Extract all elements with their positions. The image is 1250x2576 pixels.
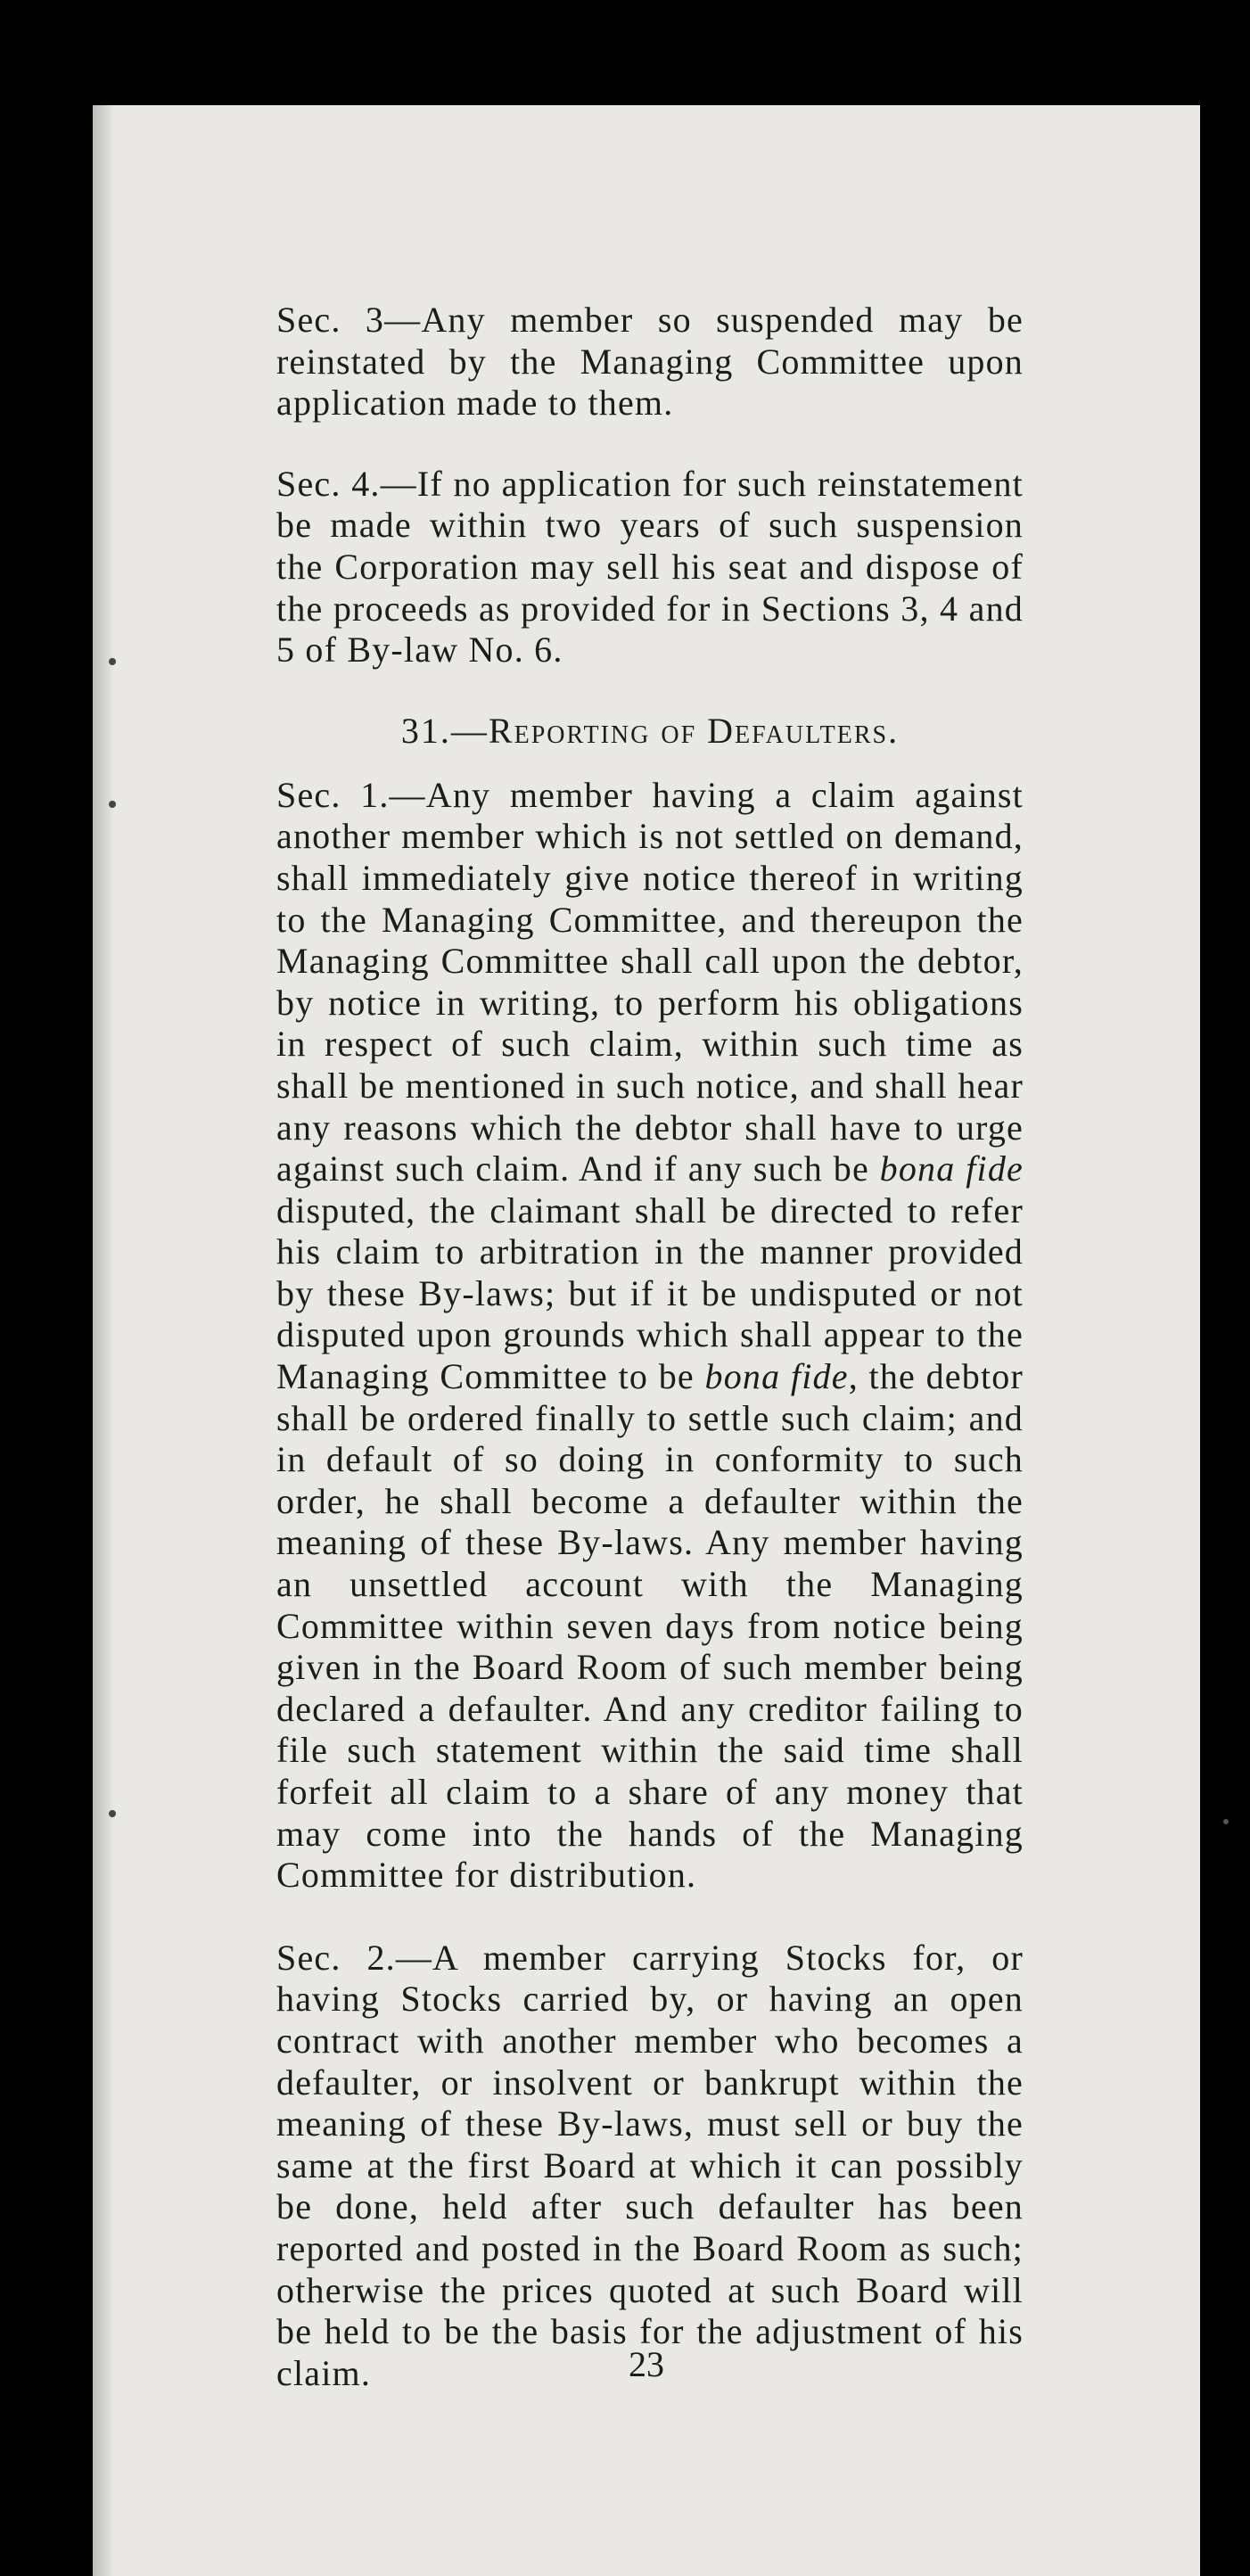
italic-bona-fide: bona fide [879,1148,1024,1189]
italic-bona-fide: bona fide [704,1356,849,1397]
page-number: 23 [629,2344,664,2384]
page-binding-edge [93,105,114,2576]
edge-mark [1223,1819,1229,1824]
section-heading-title: Reporting of Defaulters. [488,710,900,751]
section-heading [276,711,1024,752]
section-heading-number: 31.— [400,710,489,751]
paragraph-sec-1-part-a: Sec. 1.—Any member having a claim against another member which is not settled on demand, shall immediately give notice thereof in writing to the Managing Committee, and thereupon the Managing Committee shall call upon the debtor, by notice in writing, to perform his obligations in respect of such claim, within such time as shall be mentioned in such notice, and shall hear any reasons which the debtor shall have to urge against such claim. And if any such be [276,774,1024,1189]
binding-mark [109,658,116,665]
body-text [276,300,1024,2394]
document-page [93,105,1200,2576]
paragraph-sec-3: Sec. 3—Any member so suspended may be reinstated by the Managing Committee upon application made to them. [276,300,1024,424]
binding-mark [109,801,116,808]
paragraph-sec-1 [276,775,1024,1897]
paragraph-sec-2: Sec. 2.—A member carrying Stocks for, or having Stocks carried by, or having an open contract with another member who becomes a defaulter, or insolvent or bankrupt within the meaning of these By-laws, must sell or buy the same at the first Board at which it can possibly be done, held after such defaulter has been reported and posted in the Board Room as such; otherwise the prices quoted at such Board will be held to be the basis for the adjustment of his claim. [276,1937,1024,2393]
paragraph-sec-1-part-c: , the debtor shall be ordered finally to settle such claim; and in default of so doing in conformity to such order, he shall become a defaulter within the meaning of these By-laws. Any member having an unsettled account with the Managing Committee within seven days from notice being given in the Board Room of such member being declared a defaulter. And any creditor failing to file such statement within the said time shall forfeit all claim to a share of any money that may come into the hands of the Managing Committee for distribution. [276,1356,1024,1896]
binding-mark [109,1810,116,1817]
paragraph-sec-1-part-b: disputed, the claimant shall be directed to refer his claim to arbitration in the manner provided by these By-laws; but if it be undisputed or not disputed upon grounds which shall appear to the Managing Committee to be [276,1189,1024,1397]
paragraph-sec-4: Sec. 4.—If no application for such reinstatement be made within two years of such suspension the Corporation may sell his seat and dispose of the proceeds as provided for in Sections 3, 4 and 5 of By-law No. 6. [276,463,1024,671]
